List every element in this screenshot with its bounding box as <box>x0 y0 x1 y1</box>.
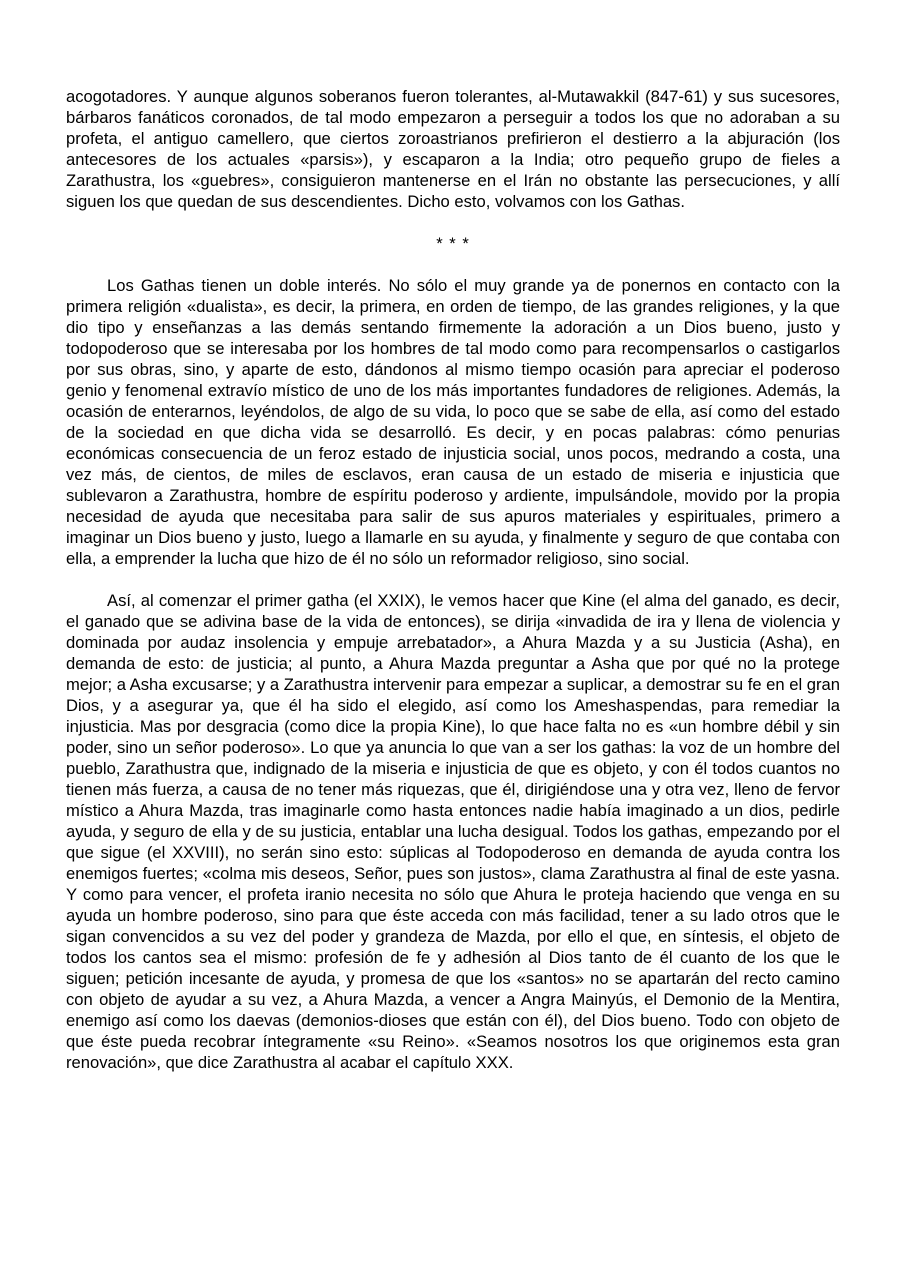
section-separator: * * * <box>436 234 470 253</box>
paragraph-continued: acogotadores. Y aunque algunos soberanos fueron tolerantes, al-Mutawakkil (847-61) y sus sucesores, bárbaros fanáticos coronados, de tal modo empezaron a perseguir a todos los que no adoraban a su profeta, el antiguo camellero, que ciertos zoroastrianos prefirieron el destierro a la abjuración (los antecesores de los actuales «parsis»), y escaparon a la India; otro pequeño grupo de fieles a Zarathustra, los «guebres», consiguieron mantenerse en el Irán no obstante las persecuciones, y allí siguen los que quedan de sus descendientes. Dicho esto, volvamos con los Gathas. <box>66 87 840 211</box>
document-page <box>66 86 840 1073</box>
paragraph-gathas-interest: Los Gathas tienen un doble interés. No sólo el muy grande ya de ponernos en contacto con la primera religión «dualista», es decir, la primera, en orden de tiempo, de las grandes religiones, y la que dio tipo y enseñanzas a las demás sentando firmemente la adoración a un Dios bueno, justo y todopoderoso que se interesaba por los hombres de tal modo como para recompensarlos o castigarlos por sus obras, sino, y aparte de esto, dándonos al mismo tiempo ocasión para apreciar el poderoso genio y fenomenal extravío místico de uno de los más importantes fundadores de religiones. Además, la ocasión de enterarnos, leyéndolos, de algo de su vida, lo poco que se sabe de ella, así como del estado de la sociedad en que dicha vida se desarrolló. Es decir, y en pocas palabras: cómo penurias económicas consecuencia de un feroz estado de injusticia social, unos pocos, medrando a costa, una vez más, de cientos, de miles de esclavos, eran causa de un estado de miseria e injusticia que sublevaron a Zarathustra, hombre de espíritu poderoso y ardiente, impulsándole, movido por la propia necesidad de ayuda que necesitaba para salir de sus apuros materiales y espirituales, primero a imaginar un Dios bueno y justo, luego a llamarle en su ayuda, y finalmente y seguro de que contaba con ella, a emprender la lucha que hizo de él no sólo un reformador religioso, sino social. <box>66 276 840 568</box>
paragraph-first-gatha: Así, al comenzar el primer gatha (el XXIX), le vemos hacer que Kine (el alma del ganado, es decir, el ganado que se adivina base de la vida de entonces), se dirija «invadida de ira y llena de violencia y dominada por audaz insolencia y empuje arrebatador», a Ahura Mazda y a su Justicia (Asha), en demanda de esto: de justicia; al punto, a Ahura Mazda preguntar a Asha que por qué no la protege mejor; a Asha excusarse; y a Zarathustra intervenir para empezar a suplicar, a demostrar su fe en el gran Dios, y a asegurar ya, que él ha sido el elegido, así como los Ameshaspendas, para remediar la injusticia. Mas por desgracia (como dice la propia Kine), lo que hace falta no es «un hombre débil y sin poder, sino un señor poderoso». Lo que ya anuncia lo que van a ser los gathas: la voz de un hombre del pueblo, Zarathustra que, indignado de la miseria e injusticia de que es objeto, y con él todos cuantos no tienen más fuerza, a causa de no tener más riquezas, que él, dirigiéndose una y otra vez, lleno de fervor místico a Ahura Mazda, tras imaginarle como hasta entonces nadie había imaginado a un dios, pedirle ayuda, y seguro de ella y de su justicia, entablar una lucha desigual. Todos los gathas, empezando por el que sigue (el XXVIII), no serán sino esto: súplicas al Todopoderoso en demanda de ayuda contra los enemigos fuertes; «colma mis deseos, Señor, pues son justos», clama Zarathustra al final de este yasna. Y como para vencer, el profeta iranio necesita no sólo que Ahura le proteja haciendo que venga en su ayuda un hombre poderoso, sino para que éste acceda con más facilidad, tener a su lado otros que le sigan convencidos a su vez del poder y grandeza de Mazda, por ello el que, en síntesis, el objeto de todos los cantos sea el mismo: profesión de fe y adhesión al Dios tanto de él cuanto de los que le siguen; petición incesante de ayuda, y promesa de que los «santos» no se apartarán del recto camino con objeto de ayudar a su vez, a Ahura Mazda, a vencer a Angra Mainyús, el Demonio de la Mentira, enemigo así como los daevas (demonios-dioses que están con él), del Dios bueno. Todo con objeto de que éste pueda recobrar íntegramente «su Reino». «Seamos nosotros los que originemos esta gran renovación», que dice Zarathustra al acabar el capítulo XXX. <box>66 591 840 1072</box>
